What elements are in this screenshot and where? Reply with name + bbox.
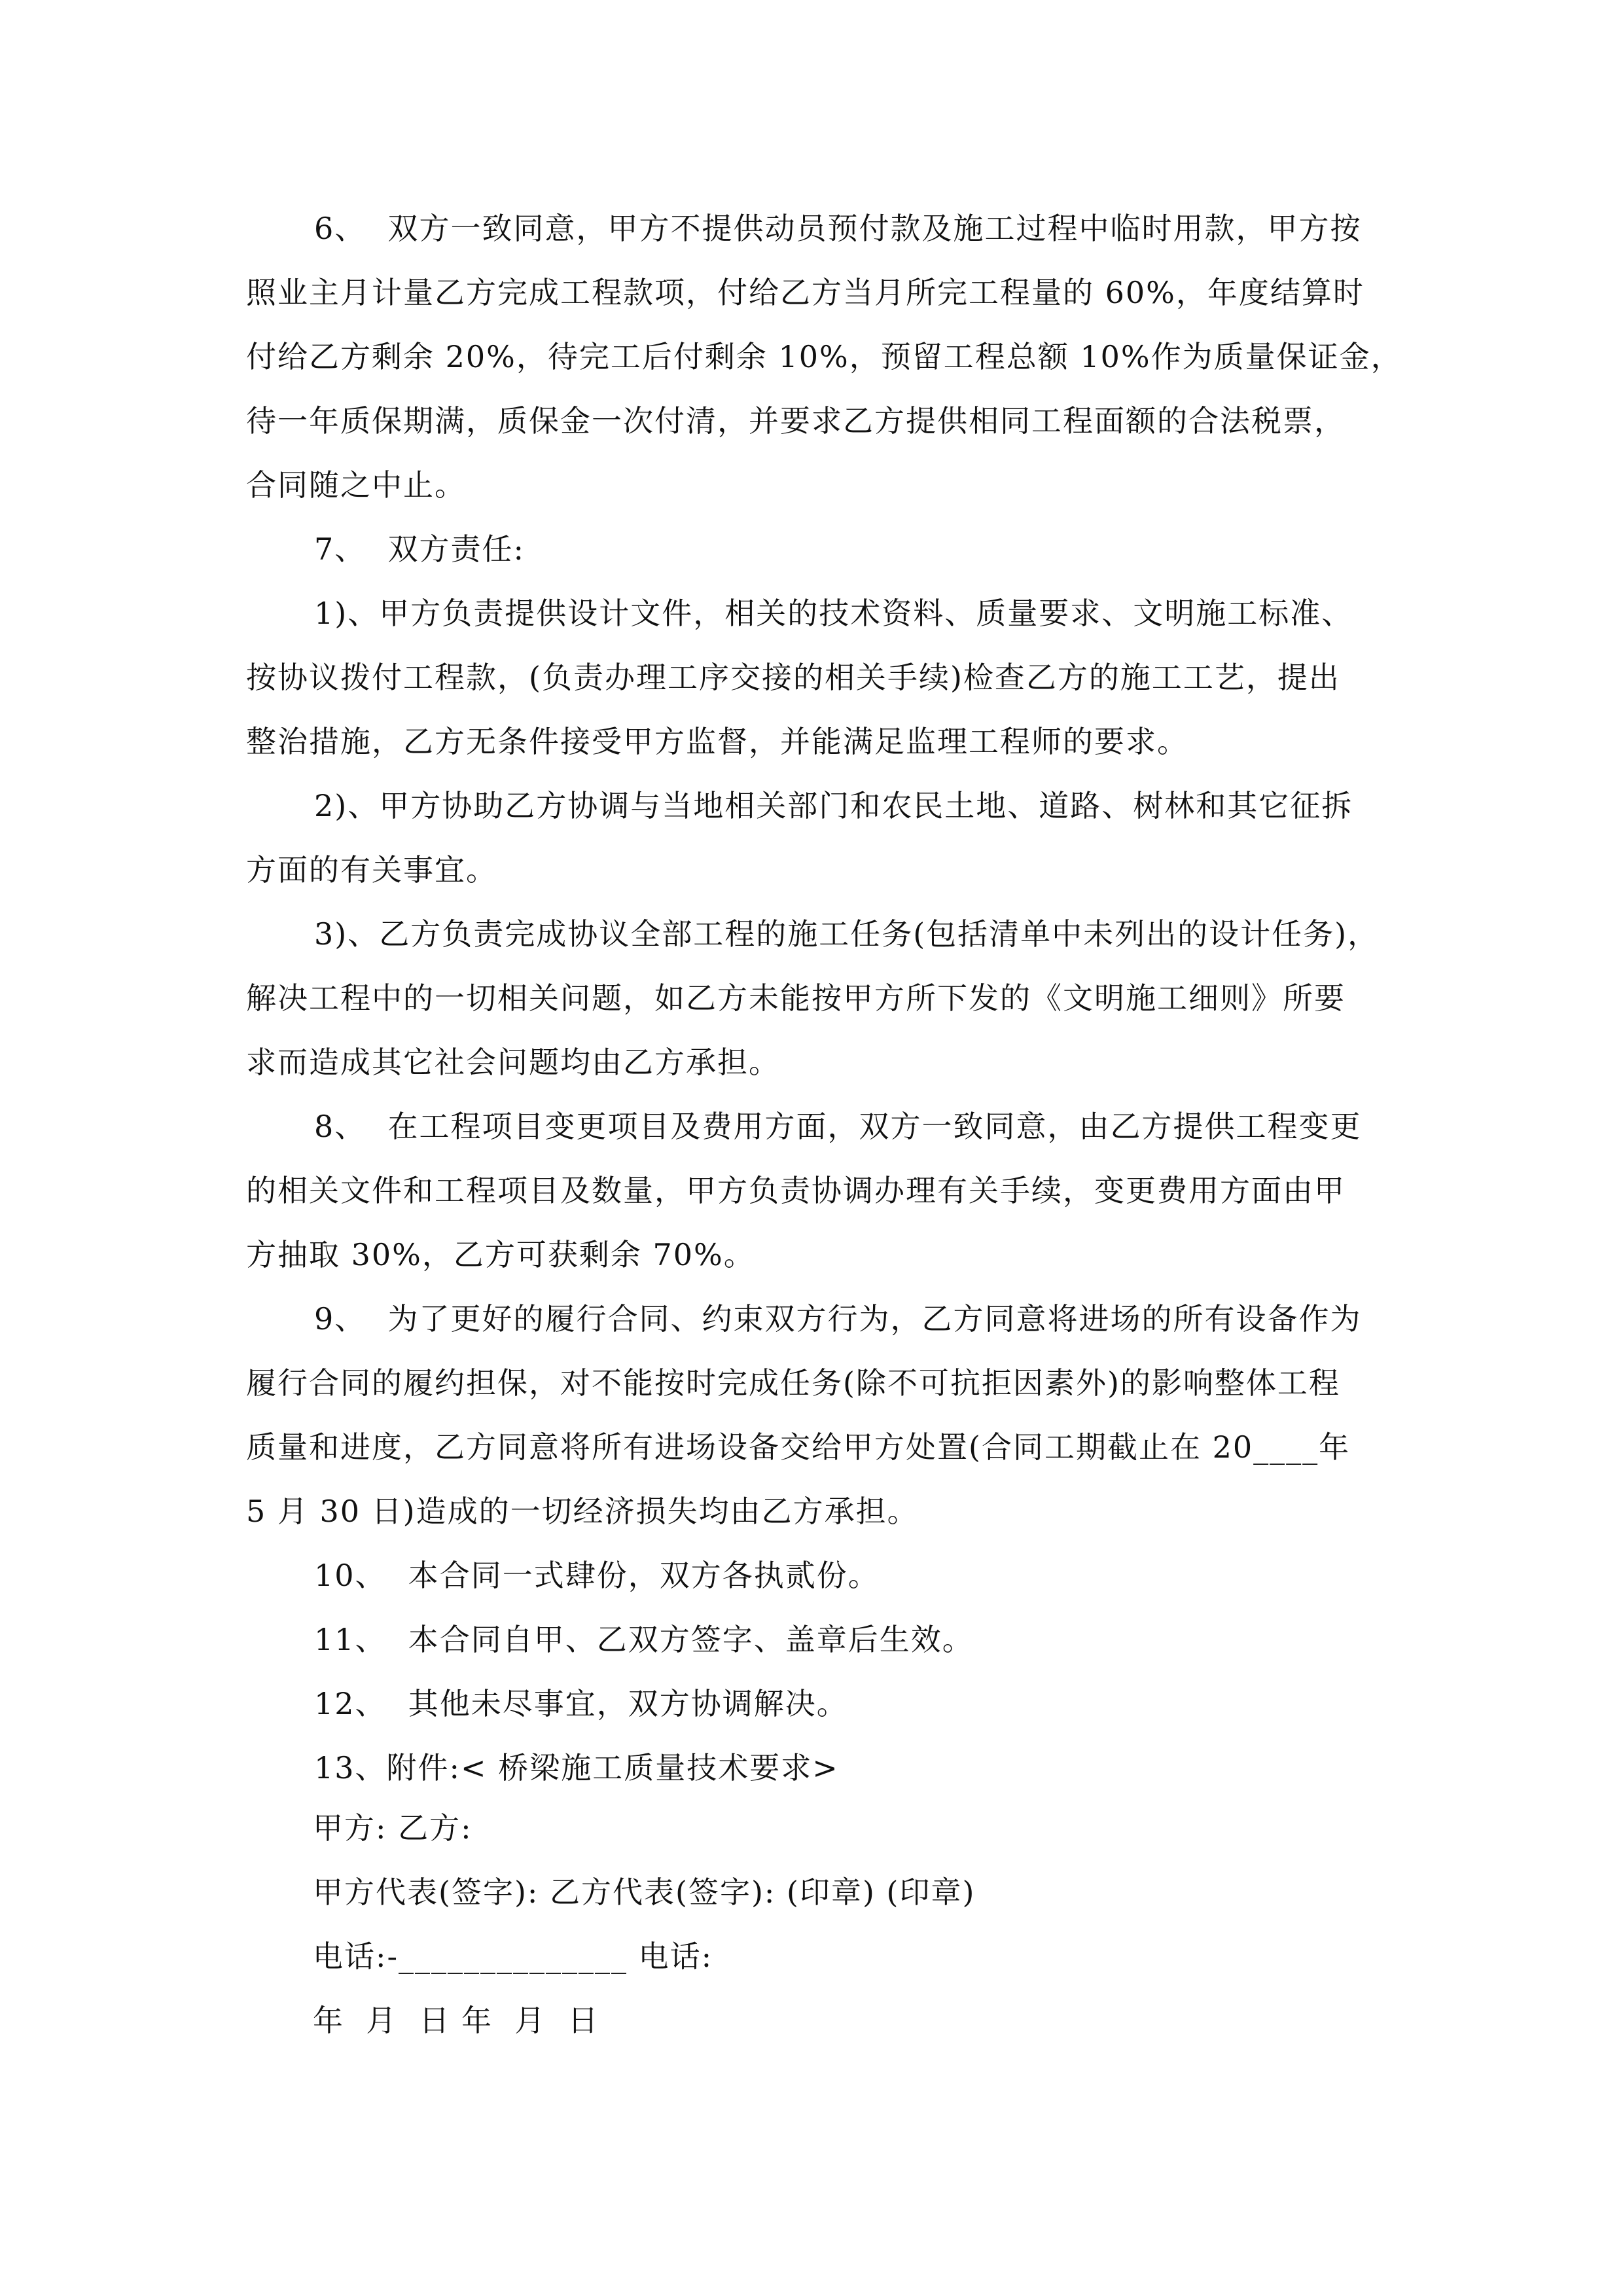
clause-line: 质量和进度，乙方同意将所有进场设备交给甲方处置(合同工期截止在 20____年 [246,1429,1351,1465]
signature-dates: 年 月 日 年 月 日 [313,2003,599,2038]
signature-parties: 甲方: 乙方: [313,1810,473,1846]
clause-line: 待一年质保期满，质保金一次付清，并要求乙方提供相同工程面额的合法税票， [246,403,1346,439]
clause-line: 11、 本合同自甲、乙双方签字、盖章后生效。 [314,1622,974,1657]
clause-line: 12、 其他未尽事宜，双方协调解决。 [314,1686,848,1721]
clause-line: 整治措施，乙方无条件接受甲方监督，并能满足监理工程师的要求。 [246,724,1188,759]
clause-line: 2)、甲方协助乙方协调与当地相关部门和农民土地、道路、树林和其它征拆 [314,788,1353,823]
clause-6 [246,196,1402,517]
contract-body [246,196,1402,1800]
clause-7-3 [246,902,1398,1094]
clause-line: 7、 双方责任: [314,531,526,567]
clause-line: 9、 为了更好的履行合同、约束双方行为，乙方同意将进场的所有设备作为 [314,1301,1362,1336]
signature-representatives: 甲方代表(签字): 乙方代表(签字): (印章) (印章) [313,1874,976,1910]
clause-line: 解决工程中的一切相关问题，如乙方未能按甲方所下发的《文明施工细则》所要 [246,980,1346,1016]
clause-line: 履行合同的履约担保，对不能按时完成任务(除不可抗拒因素外)的影响整体工程 [246,1365,1340,1401]
clause-line: 8、 在工程项目变更项目及费用方面，双方一致同意，由乙方提供工程变更 [314,1109,1362,1144]
clause-7-1 [246,581,1398,774]
clause-line: 方面的有关事宜。 [246,852,497,888]
clause-11 [246,1607,1398,1672]
clause-12 [246,1672,1398,1736]
clause-line: 付给乙方剩余 20%，待完工后付剩余 10%，预留工程总额 10%作为质量保证金， [246,339,1402,374]
clause-line: 照业主月计量乙方完成工程款项，付给乙方当月所完工程量的 60%，年度结算时 [246,275,1364,310]
clause-line: 6、 双方一致同意，甲方不提供动员预付款及施工过程中临时用款，甲方按 [314,211,1362,246]
clause-7-2 [246,774,1398,902]
clause-line: 3)、乙方负责完成协议全部工程的施工任务(包括清单中未列出的设计任务)， [314,916,1380,952]
clause-13 [246,1736,1398,1800]
clause-line: 的相关文件和工程项目及数量，甲方负责协调办理有关手续，变更费用方面由甲 [246,1173,1346,1208]
signature-phone: 电话:-______________ 电话: [313,1939,713,1974]
clause-10 [246,1543,1398,1607]
clause-line: 合同随之中止。 [246,467,466,503]
clause-line: 方抽取 30%，乙方可获剩余 70%。 [246,1237,755,1272]
clause-line: 5 月 30 日)造成的一切经济损失均由乙方承担。 [246,1494,919,1529]
clause-line: 1)、甲方负责提供设计文件，相关的技术资料、质量要求、文明施工标准、 [314,596,1353,631]
clause-7 [246,517,1398,581]
clause-line: 求而造成其它社会问题均由乙方承担。 [246,1045,780,1080]
clause-line: 10、 本合同一式肆份，双方各执贰份。 [314,1558,880,1593]
clause-line: 按协议拨付工程款，(负责办理工序交接的相关手续)检查乙方的施工工艺，提出 [246,660,1340,695]
clause-line: 13、附件:< 桥梁施工质量技术要求> [314,1750,839,1785]
clause-8 [246,1094,1398,1287]
clause-9 [246,1287,1398,1543]
